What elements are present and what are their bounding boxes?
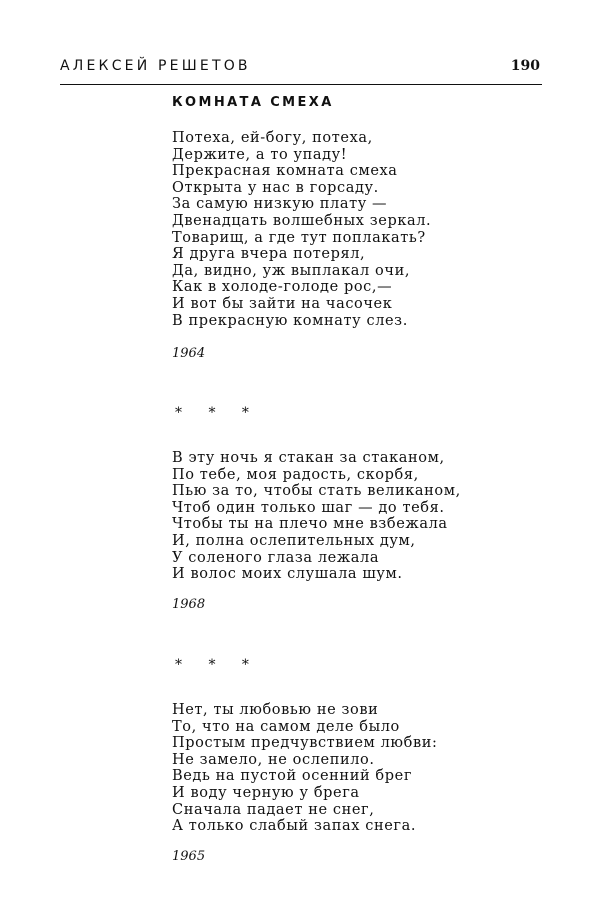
verse-line: Нет, ты любовью не зови xyxy=(172,702,379,718)
verse-line: Простым предчувствием любви: xyxy=(172,735,438,752)
verse-line: В эту ночь я стакан за стаканом, xyxy=(172,450,445,466)
verse-line: Чтоб один только шаг — до тебя. xyxy=(172,499,445,516)
poem-year: 1964 xyxy=(172,346,206,361)
verse-line: За самую низкую плату — xyxy=(172,196,388,213)
verse-line: У соленого глаза лежала xyxy=(172,549,380,566)
poem-year: 1968 xyxy=(172,597,206,612)
verse-line: Товарищ, а где тут поплакать? xyxy=(172,229,426,246)
poem-3-body xyxy=(172,702,437,835)
verse-line: По тебе, моя радость, скорбя, xyxy=(172,466,419,483)
header-rule xyxy=(60,84,542,85)
verse-line: Не замело, не ослепило. xyxy=(172,751,375,768)
poem-title: КОМНАТА СМЕХА xyxy=(172,95,334,110)
verse-line: Держите, а то упаду! xyxy=(172,146,348,163)
verse-line: Прекрасная комната смеха xyxy=(172,163,398,180)
verse-line: И волос моих слушала шум. xyxy=(172,566,403,583)
verse-line: В прекрасную комнату слез. xyxy=(172,312,408,329)
poem-separator-asterisks: * * * xyxy=(175,657,260,673)
verse-line: И, полна ослепительных дум, xyxy=(172,532,416,549)
verse-line: И вот бы зайти на часочек xyxy=(172,295,393,312)
verse-line: И воду черную у брега xyxy=(172,784,360,801)
verse-line: А только слабый запах снега. xyxy=(172,818,417,835)
poem-year: 1965 xyxy=(172,849,206,864)
poem-2-body xyxy=(172,450,461,583)
verse-line: То, что на самом деле было xyxy=(172,718,400,735)
poem-separator-asterisks: * * * xyxy=(175,405,260,421)
poem-1-body xyxy=(172,130,431,329)
verse-line: Я друга вчера потерял, xyxy=(172,246,366,263)
page-number: 190 xyxy=(510,58,540,74)
verse-line: Двенадцать волшебных зеркал. xyxy=(172,212,432,229)
verse-line: Сначала падает не снег, xyxy=(172,801,375,818)
verse-line: Как в холоде-голоде рос,— xyxy=(172,279,393,296)
verse-line: Да, видно, уж выплакал очи, xyxy=(172,262,411,279)
verse-line: Открыта у нас в горсаду. xyxy=(172,179,379,196)
verse-line: Чтобы ты на плечо мне взбежала xyxy=(172,516,448,533)
verse-line: Пью за то, чтобы стать великаном, xyxy=(172,483,461,500)
running-header-author: АЛЕКСЕЙ РЕШЕТОВ xyxy=(60,58,251,74)
verse-line: Потеха, ей-богу, потеха, xyxy=(172,130,373,146)
verse-line: Ведь на пустой осенний брег xyxy=(172,768,413,785)
